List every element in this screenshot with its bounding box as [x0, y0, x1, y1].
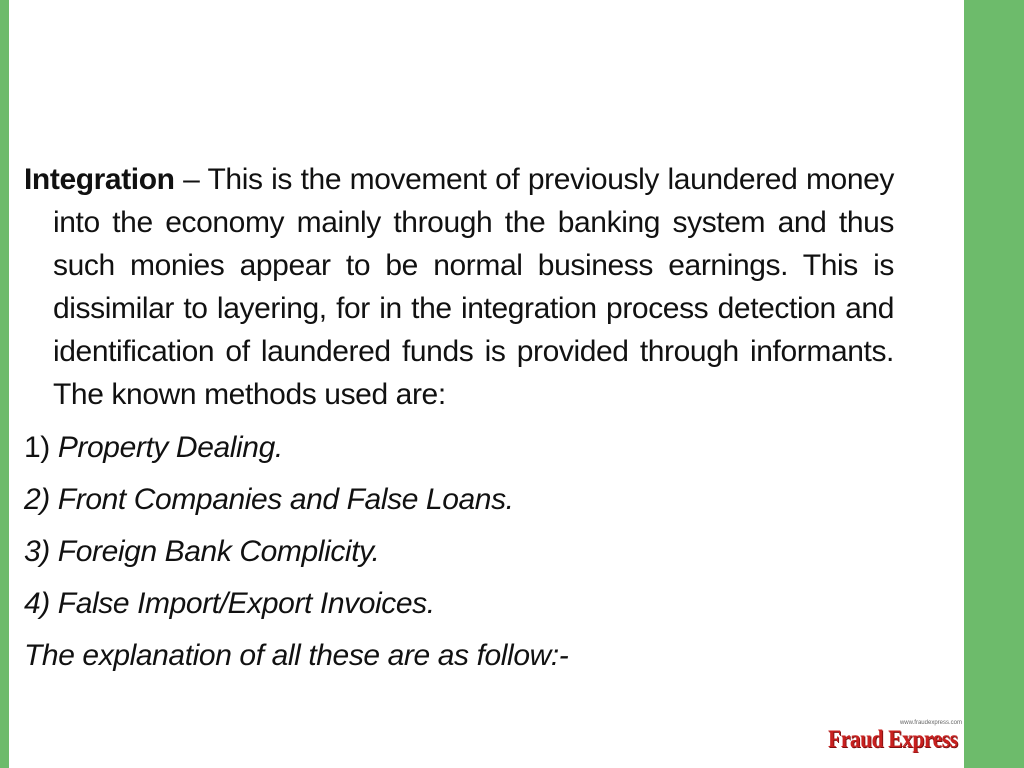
- integration-paragraph: [24, 158, 894, 416]
- logo-text: Fraud Express: [828, 726, 958, 753]
- method-item-1: [24, 426, 894, 469]
- method-item-2-label: 2) Front Companies and False Loans.: [24, 483, 514, 516]
- method-item-3-label: 3) Foreign Bank Complicity.: [24, 535, 380, 568]
- slide-body: [24, 158, 894, 686]
- method-item-4-label: 4) False Import/Export Invoices.: [24, 587, 435, 620]
- left-accent-bar: [0, 0, 9, 768]
- method-item-1-number: 1): [24, 431, 58, 464]
- logo-url: www.fraudexpress.com: [899, 720, 962, 726]
- integration-definition: – This is the movement of previously laundered money into the economy mainly through the banking system and thus such monies appear to be normal business earnings. This is dissimilar to layering, for in the integration process detection and identification of laundered funds is provided through informants. The known methods used are:: [53, 163, 894, 411]
- method-item-4: [24, 582, 894, 625]
- fraud-express-logo: [828, 720, 964, 760]
- method-item-1-label: Property Dealing.: [57, 431, 283, 464]
- method-item-3: [24, 530, 894, 573]
- integration-term: Integration: [24, 163, 175, 196]
- right-accent-bar: [964, 0, 1024, 768]
- method-item-2: [24, 478, 894, 521]
- closing-line: The explanation of all these are as follow:-: [24, 639, 569, 672]
